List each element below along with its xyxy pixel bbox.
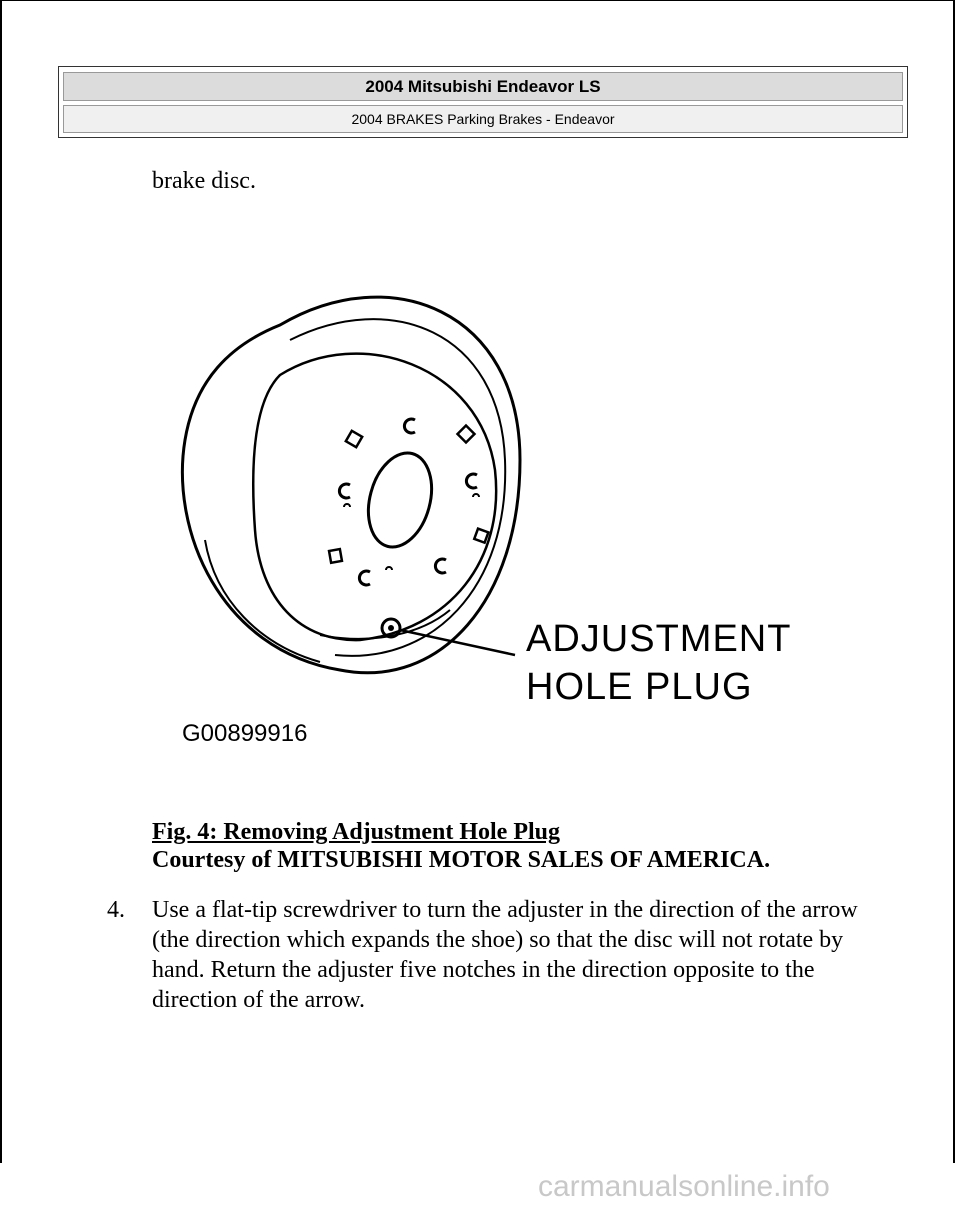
callout-line-1: ADJUSTMENT [526,618,792,660]
brake-disc-figure [160,270,820,770]
callout-line-2: HOLE PLUG [526,666,753,708]
step-number: 4. [107,897,125,923]
header-subtitle: 2004 BRAKES Parking Brakes - Endeavor [63,105,903,133]
caption-courtesy: Courtesy of MITSUBISHI MOTOR SALES OF AMERICA. [152,847,771,873]
figure-code: G00899916 [182,720,308,747]
watermark: carmanualsonline.info [538,1170,830,1203]
step-text: Use a flat-tip screwdriver to turn the adjuster in the direction of the arrow (the direction which expands the shoe) so that the disc will not rotate by hand. Return the adjuster five notches in the direction opposite to the direction of the arrow. [152,897,858,1013]
header-title: 2004 Mitsubishi Endeavor LS [63,72,903,101]
callout-label [526,615,791,711]
step-4 [107,895,897,1015]
caption-title: Fig. 4: Removing Adjustment Hole Plug [152,819,560,845]
intro-text: brake disc. [152,168,256,194]
figure-caption [152,818,770,874]
document-header [58,66,908,138]
